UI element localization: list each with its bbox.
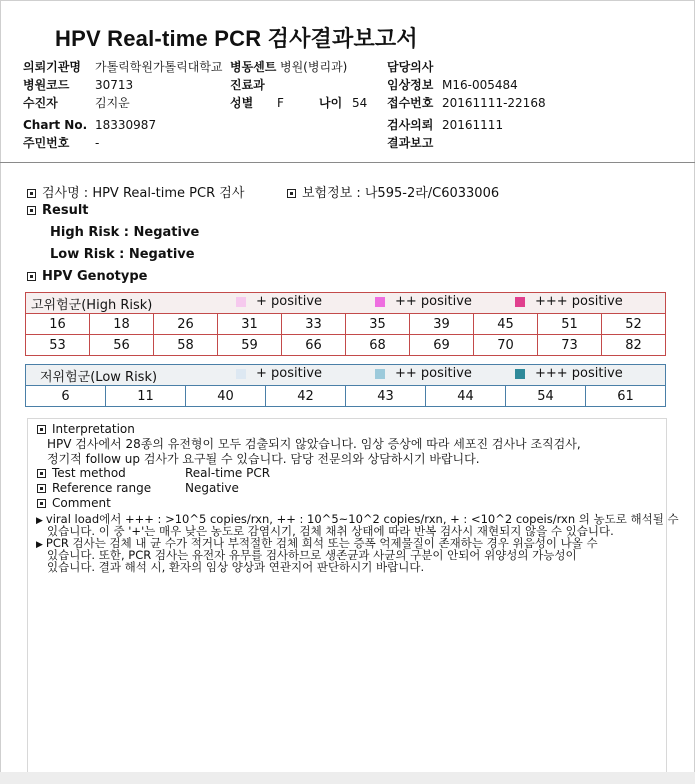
genotype-cell: 52	[602, 314, 666, 335]
genotype-cell: 73	[538, 335, 602, 356]
comment-text: 있습니다. 결과 해석 시, 환자의 임상 양상과 연관지어 판단하시기 바랍니다.	[47, 560, 425, 574]
institution-label: 의뢰기관명	[23, 60, 81, 74]
genotype-cell: 42	[266, 386, 346, 407]
genotype-heading: HPV Genotype	[42, 269, 148, 284]
low-risk-result: Low Risk : Negative	[50, 247, 195, 262]
genotype-heading-line	[27, 269, 147, 284]
test-method-label: Test method	[52, 466, 126, 480]
legend-swatch	[236, 369, 246, 379]
insurance-line	[287, 182, 499, 201]
genotype-cell: 26	[154, 314, 218, 335]
genotype-cell: 35	[346, 314, 410, 335]
genotype-cell: 33	[282, 314, 346, 335]
interpretation-line-1: HPV 검사에서 28종의 유전형이 모두 검출되지 않았습니다. 임상 증상에 따라 세포진 검사나 조직검사,	[47, 437, 581, 451]
genotype-cell: 82	[602, 335, 666, 356]
legend-label: +++ positive	[535, 294, 623, 309]
bullet-square-icon	[37, 499, 46, 508]
legend-swatch	[515, 297, 525, 307]
patient-label: 수진자	[23, 96, 58, 110]
genotype-cell: 69	[410, 335, 474, 356]
genotype-cell: 44	[426, 386, 506, 407]
bullet-square-icon	[37, 484, 46, 493]
result-heading-line	[27, 203, 89, 218]
genotype-cell: 70	[474, 335, 538, 356]
genotype-cell: 61	[586, 386, 666, 407]
chart-no-value: 18330987	[95, 118, 157, 132]
bullet-square-icon	[27, 206, 36, 215]
genotype-cell: 45	[474, 314, 538, 335]
legend-swatch	[375, 369, 385, 379]
age-value: 54	[352, 96, 368, 110]
legend-label: ++ positive	[395, 366, 472, 381]
genotype-cell: 43	[346, 386, 426, 407]
bullet-square-icon	[287, 189, 296, 198]
comment-text: 있습니다. 이 중 '+'는 매우 낮은 농도로 감염시기, 검체 채취 상태에 따라 반복 검사시 재현되지 않을 수 있습니다.	[47, 524, 614, 538]
triangle-bullet-icon: ▶	[36, 516, 43, 526]
high-risk-row	[26, 314, 666, 335]
legend-swatch	[375, 297, 385, 307]
genotype-cell: 51	[538, 314, 602, 335]
hospital-code-value: 30713	[95, 78, 134, 92]
sex-label: 성별	[230, 96, 254, 110]
test-method-value: Real-time PCR	[185, 466, 271, 480]
comment-text: PCR 검사는 검체 내 균 수가 적거나 부적절한 검체 희석 또는 증폭 억제물질이 존재하는 경우 위음성이 나올 수	[45, 536, 598, 550]
comment-text: 있습니다. 또한, PCR 검사는 유전자 유무를 검사하므로 생존균과 사균의 구분이 안되어 위양성의 가능성이	[47, 548, 577, 562]
dept-label: 진료과	[230, 78, 265, 92]
test-method-line	[37, 466, 126, 481]
legend-label: + positive	[256, 366, 323, 381]
genotype-cell: 54	[506, 386, 586, 407]
report-title: HPV Real-time PCR 검사결과보고서	[55, 26, 418, 51]
genotype-cell: 56	[90, 335, 154, 356]
legend-swatch	[515, 369, 525, 379]
low-risk-legend-2	[375, 366, 472, 381]
reference-range-label: Reference range	[52, 481, 152, 495]
result-heading: Result	[42, 203, 89, 218]
sex-value: F	[277, 96, 284, 110]
legend-label: + positive	[256, 294, 323, 309]
chart-no-label: Chart No.	[23, 118, 88, 132]
result-report-label: 결과보고	[387, 136, 434, 150]
age-label: 나이	[319, 96, 343, 110]
bullet-square-icon	[37, 425, 46, 434]
ward-value: 병원(병리과)	[280, 60, 348, 74]
doctor-label: 담당의사	[387, 60, 434, 74]
receipt-value: 20161111-22168	[442, 96, 546, 110]
low-risk-row	[26, 386, 666, 407]
reference-range-value: Negative	[185, 481, 239, 495]
comment-heading-line	[37, 496, 111, 511]
genotype-cell: 66	[282, 335, 346, 356]
institution-value: 가톨릭학원가톨릭대학교	[95, 60, 223, 74]
interpretation-heading: Interpretation	[52, 422, 135, 436]
genotype-cell: 68	[346, 335, 410, 356]
test-name-line	[27, 182, 244, 201]
insurance-info: 보험정보 : 나595-2라/C6033006	[302, 186, 500, 201]
genotype-cell: 16	[26, 314, 90, 335]
high-risk-label: 고위험군(High Risk)	[31, 298, 153, 313]
legend-swatch	[236, 297, 246, 307]
genotype-cell: 11	[106, 386, 186, 407]
low-risk-legend-1	[236, 366, 322, 381]
genotype-cell: 40	[186, 386, 266, 407]
comment-text: viral load에서 +++ : >10^5 copies/rxn, ++ : 10^5~10^2 copies/rxn, + : <10^2 copeis/rxn 의 농도로 해석될 수	[45, 512, 679, 526]
reference-range-line	[37, 481, 151, 496]
interpretation-line-2: 정기적 follow up 검사가 요구될 수 있습니다. 담당 전문의와 상담하시기 바랍니다.	[47, 452, 480, 466]
genotype-cell: 31	[218, 314, 282, 335]
genotype-cell: 58	[154, 335, 218, 356]
legend-label: ++ positive	[395, 294, 472, 309]
high-risk-result: High Risk : Negative	[50, 225, 200, 240]
genotype-cell: 59	[218, 335, 282, 356]
low-risk-legend-3	[515, 366, 623, 381]
header-divider	[0, 162, 695, 163]
high-risk-legend-2	[375, 294, 472, 309]
interpretation-heading-line	[37, 422, 135, 437]
patient-value: 김지운	[95, 96, 130, 110]
low-risk-label: 저위험군(Low Risk)	[40, 370, 158, 385]
legend-label: +++ positive	[535, 366, 623, 381]
high-risk-legend-3	[515, 294, 623, 309]
bullet-square-icon	[37, 469, 46, 478]
high-risk-row	[26, 335, 666, 356]
genotype-cell: 53	[26, 335, 90, 356]
genotype-cell: 18	[90, 314, 154, 335]
bullet-square-icon	[27, 272, 36, 281]
genotype-cell: 6	[26, 386, 106, 407]
id-value: -	[95, 136, 100, 150]
clinical-info-value: M16-005484	[442, 78, 518, 92]
clinical-info-label: 임상정보	[387, 78, 434, 92]
test-name: 검사명 : HPV Real-time PCR 검사	[42, 186, 245, 201]
id-label: 주민번호	[23, 136, 70, 150]
page-footer-bar	[0, 772, 695, 784]
high-risk-legend-1	[236, 294, 322, 309]
request-value: 20161111	[442, 118, 504, 132]
genotype-cell: 39	[410, 314, 474, 335]
bullet-square-icon	[27, 189, 36, 198]
receipt-label: 접수번호	[387, 96, 434, 110]
comment-heading: Comment	[52, 496, 111, 510]
hospital-code-label: 병원코드	[23, 78, 70, 92]
ward-label: 병동센트	[230, 60, 277, 74]
request-label: 검사의뢰	[387, 118, 434, 132]
triangle-bullet-icon: ▶	[36, 540, 43, 550]
